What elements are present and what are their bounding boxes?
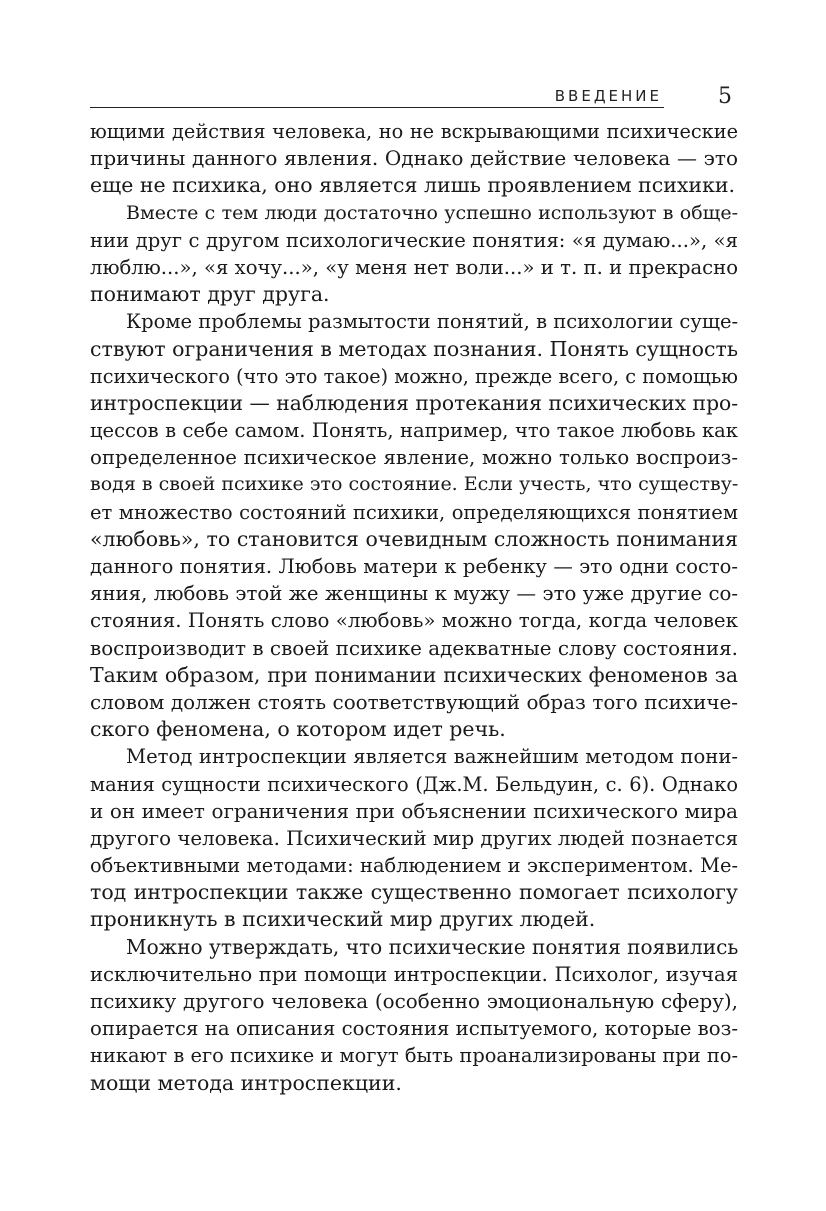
body-text [90,118,738,1097]
text-line: еще не психика, оно является лишь проявлением психики. [90,173,736,198]
text-line: объективными методами: наблюдением и экспериментом. Ме- [90,854,738,878]
text-line: цессов в себе самом. Понять, например, что такое любовь как [90,419,738,443]
text-line: никают в его психике и могут быть проанализированы при по- [90,1044,738,1068]
text-line: опирается на описания состояния испытуемого, которые воз- [90,1017,738,1041]
text-line: тод интроспекции также существенно помогает психологу [90,880,738,905]
text-line: «любовь», то становится очевидным сложность понимания [90,526,738,551]
text-line: мания сущности психического (Дж.М. Бельдуин, с. 6). Однако [90,772,738,796]
text-line: и он имеет ограничения при объяснении психического мира [90,799,738,823]
text-line: Кроме проблемы размытости понятий, в психологии суще- [126,310,739,334]
paragraph [90,118,738,200]
text-line: люблю...», «я хочу...», «у меня нет воли...» и т. п. и прекрасно [90,255,738,279]
text-line: психического (что это такое) можно, прежде всего, с помощью [90,364,738,388]
paragraph [90,934,738,1097]
text-line: ского феномена, о котором идет речь. [90,717,506,742]
text-line: определенное психическое явление, можно только воспроиз- [90,446,738,470]
text-line: мощи метода интроспекции. [90,1070,402,1095]
text-line: словом должен стоять соответствующий образ того психиче- [90,690,738,714]
header-rule [90,107,664,108]
chapter-title: ВВЕДЕНИЕ [554,87,662,105]
text-line: ет множество состояний психики, определяющихся понятием [90,500,738,524]
text-line: психику другого человека (особенно эмоциональную сферу), [90,990,738,1013]
text-line: причины данного явления. Однако действие человека — это [90,146,738,171]
text-line: Можно утверждать, что психические понятия появились [126,934,739,959]
text-line: исключительно при помощи интроспекции. Психолог, изучая [90,962,738,986]
text-line: воспроизводит в своей психике адекватные слову состояния. [90,636,738,660]
text-line: данного понятия. Любовь матери к ребенку — это одни состо- [90,555,738,578]
page-number: 5 [718,84,732,109]
text-line: нии друг с другом психологические понятия: «я думаю...», «я [90,228,738,252]
running-header [90,84,738,110]
text-line: водя в своей психике это состояние. Если учесть, что существу- [90,473,739,496]
text-line: интроспекции — наблюдения протекания психических про- [90,390,739,415]
text-line: понимают друг друга. [90,282,330,307]
paragraph [90,200,738,309]
text-line: Вместе с тем люди достаточно успешно используют в обще- [126,201,738,224]
paragraph [90,308,738,743]
text-line: проникнуть в психический мир других людей. [90,907,596,932]
text-line: стояния. Понять слово «любовь» можно тогда, когда человек [90,609,738,633]
text-line: ствуют ограничения в методах познания. Понять сущность [90,336,738,361]
paragraph [90,743,738,933]
text-line: яния, любовь этой же женщины к мужу — это уже другие со- [90,582,738,606]
text-line: другого человека. Психический мир других людей познается [90,826,739,850]
text-line: Метод интроспекции является важнейшим методом пони- [126,745,738,769]
text-line: Таким образом, при понимании психических феноменов за [90,662,738,687]
text-line: ющими действия человека, но не вскрывающими психические [90,120,738,143]
